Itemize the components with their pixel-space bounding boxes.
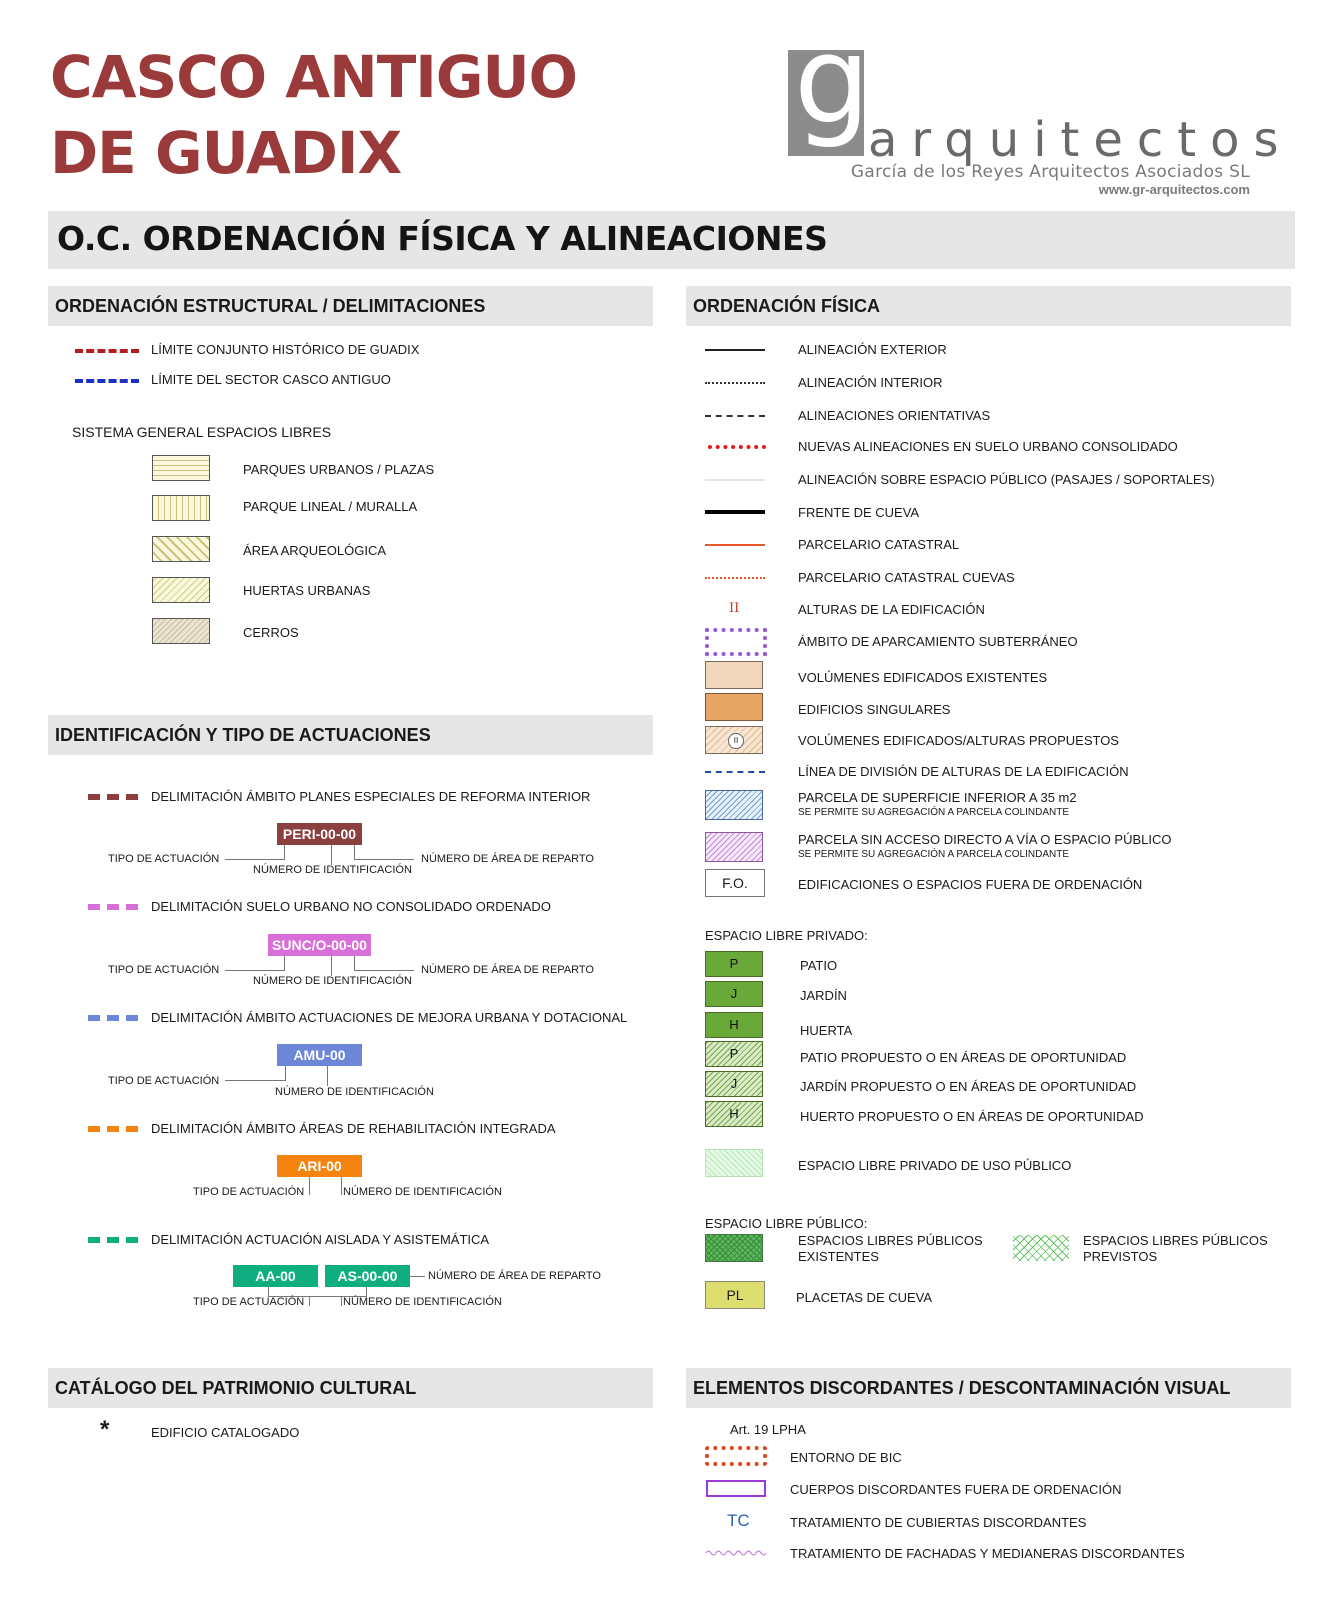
actuacion-tag: ARI-00 bbox=[277, 1155, 362, 1177]
actuacion-tag: PERI-00-00 bbox=[277, 823, 362, 845]
dashed-green-line-icon bbox=[88, 1237, 138, 1243]
legend-label: DELIMITACIÓN ÁMBITO PLANES ESPECIALES DE REFORMA INTERIOR bbox=[151, 789, 591, 804]
dashed-orange-line-icon bbox=[88, 1126, 138, 1132]
legend-label: EDIFICACIONES O ESPACIOS FUERA DE ORDENACIÓN bbox=[798, 877, 1143, 892]
caption-numero-id: NÚMERO DE IDENTIFICACIÓN bbox=[253, 864, 412, 876]
orange-dotted-box-icon bbox=[705, 1446, 767, 1466]
caption-tipo: TIPO DE ACTUACIÓN bbox=[193, 1296, 305, 1308]
legend-label: HUERTAS URBANAS bbox=[243, 583, 371, 598]
legend-label: HUERTO PROPUESTO O EN ÁREAS DE OPORTUNIDAD bbox=[800, 1109, 1144, 1124]
legend-sublabel: SE PERMITE SU AGREGACIÓN A PARCELA COLINDANTE bbox=[798, 849, 1069, 860]
dense-hatch-swatch-icon bbox=[152, 618, 210, 644]
section-catalogo bbox=[48, 1368, 653, 1408]
legend-label: LÍMITE CONJUNTO HISTÓRICO DE GUADIX bbox=[151, 342, 420, 357]
huerto-propuesto-swatch-icon: H bbox=[705, 1101, 763, 1127]
crosshatch-green-swatch-icon bbox=[705, 1234, 763, 1262]
caption-numero-id: NÚMERO DE IDENTIFICACIÓN bbox=[343, 1296, 502, 1308]
legend-label: LÍMITE DEL SECTOR CASCO ANTIGUO bbox=[151, 372, 391, 387]
legend-label: CERROS bbox=[243, 625, 299, 640]
dashed-red-line-icon bbox=[75, 349, 139, 353]
red-dotted-line-icon bbox=[708, 445, 766, 449]
legend-label: PREVISTOS bbox=[1083, 1249, 1158, 1264]
legend-label: DELIMITACIÓN SUELO URBANO NO CONSOLIDADO ORDENADO bbox=[151, 899, 551, 914]
legend-label: VOLÚMENES EDIFICADOS/ALTURAS PROPUESTOS bbox=[798, 733, 1119, 748]
crosshatch-open-swatch-icon bbox=[1012, 1234, 1070, 1262]
dashed-pink-line-icon bbox=[88, 904, 138, 910]
legend-label: EDIFICIOS SINGULARES bbox=[798, 702, 951, 717]
legend-label: ESPACIO LIBRE PRIVADO DE USO PÚBLICO bbox=[798, 1158, 1072, 1173]
diagonal-hatch-swatch-icon bbox=[152, 536, 210, 562]
legend-label: ENTORNO DE BIC bbox=[790, 1450, 902, 1465]
actuacion-tag: AA-00 bbox=[233, 1265, 318, 1287]
light-line-icon bbox=[705, 479, 765, 481]
legend-label: HUERTA bbox=[800, 1023, 853, 1038]
legend-label: TRATAMIENTO DE CUBIERTAS DISCORDANTES bbox=[790, 1515, 1087, 1530]
solid-line-icon bbox=[705, 349, 765, 351]
legend-label: TRATAMIENTO DE FACHADAS Y MEDIANERAS DISCORDANTES bbox=[790, 1546, 1185, 1561]
orange-swatch-icon bbox=[705, 693, 763, 721]
thick-line-icon bbox=[705, 510, 765, 514]
actuacion-tag: SUNC/O-00-00 bbox=[268, 934, 371, 956]
dotted-line-icon bbox=[705, 382, 765, 384]
dashed-blue-line-icon bbox=[75, 379, 139, 383]
horizontal-hatch-swatch-icon bbox=[152, 455, 210, 481]
legend-label: LÍNEA DE DIVISIÓN DE ALTURAS DE LA EDIFICACIÓN bbox=[798, 764, 1129, 779]
company-logo bbox=[788, 12, 1293, 200]
legal-reference: Art. 19 LPHA bbox=[730, 1422, 806, 1437]
caption-tipo: TIPO DE ACTUACIÓN bbox=[193, 1186, 305, 1198]
legend-label: DELIMITACIÓN ACTUACIÓN AISLADA Y ASISTEMÁTICA bbox=[151, 1232, 490, 1247]
beige-swatch-icon bbox=[705, 661, 763, 689]
dashed-blue-line-icon bbox=[88, 1015, 138, 1021]
logo-word: arquitectos bbox=[868, 112, 1293, 168]
legend-label: NUEVAS ALINEACIONES EN SUELO URBANO CONSOLIDADO bbox=[798, 439, 1178, 454]
purple-hatch-swatch-icon bbox=[705, 832, 763, 862]
logo-company: García de los Reyes Arquitectos Asociados SL bbox=[850, 162, 1250, 182]
legend-sublabel: SE PERMITE SU AGREGACIÓN A PARCELA COLINDANTE bbox=[798, 807, 1069, 818]
placeta-tag: PL bbox=[705, 1281, 765, 1309]
patio-swatch-icon: P bbox=[705, 951, 763, 977]
tc-symbol-icon: TC bbox=[727, 1511, 750, 1530]
legend-label: FRENTE DE CUEVA bbox=[798, 505, 920, 520]
huerta-swatch-icon: H bbox=[705, 1012, 763, 1038]
purple-box-icon bbox=[706, 1480, 766, 1497]
subsection-label: ESPACIO LIBRE PRIVADO: bbox=[705, 928, 868, 943]
legend-label: JARDÍN bbox=[800, 988, 847, 1003]
legend-label: ESPACIOS LIBRES PÚBLICOS bbox=[798, 1233, 983, 1248]
asterisk-icon: * bbox=[100, 1416, 110, 1443]
orange-line-icon bbox=[705, 544, 765, 546]
section-actuaciones bbox=[48, 715, 653, 755]
section-heading: ORDENACIÓN ESTRUCTURAL / DELIMITACIONES bbox=[55, 296, 486, 316]
jardin-propuesto-swatch-icon: J bbox=[705, 1071, 763, 1097]
legend-label: VOLÚMENES EDIFICADOS EXISTENTES bbox=[798, 670, 1048, 685]
logo-url: www.gr-arquitectos.com bbox=[1098, 182, 1250, 197]
legend-label: PARCELA DE SUPERFICIE INFERIOR A 35 m2 bbox=[798, 790, 1077, 805]
legend-label: JARDÍN PROPUESTO O EN ÁREAS DE OPORTUNIDAD bbox=[800, 1079, 1137, 1094]
blue-hatch-swatch-icon bbox=[705, 790, 763, 820]
dotted-purple-box-icon bbox=[705, 628, 767, 656]
jardin-swatch-icon: J bbox=[705, 981, 763, 1007]
hatched-beige-swatch-icon bbox=[705, 726, 763, 754]
legend-label: ALINEACIÓN INTERIOR bbox=[798, 375, 943, 390]
section-heading: ELEMENTOS DISCORDANTES / DESCONTAMINACIÓN VISUAL bbox=[693, 1378, 1231, 1398]
caption-tipo: TIPO DE ACTUACIÓN bbox=[108, 853, 220, 865]
fine-hatch-swatch-icon bbox=[152, 577, 210, 603]
caption-tipo: TIPO DE ACTUACIÓN bbox=[108, 964, 220, 976]
caption-numero-id: NÚMERO DE IDENTIFICACIÓN bbox=[275, 1086, 434, 1098]
actuacion-tag: AMU-00 bbox=[277, 1044, 362, 1066]
subsection-label: SISTEMA GENERAL ESPACIOS LIBRES bbox=[72, 424, 332, 440]
actuacion-tag: AS-00-00 bbox=[325, 1265, 410, 1287]
main-title: O.C. ORDENACIÓN FÍSICA Y ALINEACIONES bbox=[57, 219, 828, 258]
legend-label: PATIO PROPUESTO O EN ÁREAS DE OPORTUNIDAD bbox=[800, 1050, 1127, 1065]
subsection-label: ESPACIO LIBRE PÚBLICO: bbox=[705, 1216, 868, 1231]
vertical-hatch-swatch-icon bbox=[152, 495, 210, 521]
orange-dotted-line-icon bbox=[705, 577, 765, 579]
main-title-band bbox=[48, 211, 1295, 269]
legend-label: ALINEACIÓN EXTERIOR bbox=[798, 342, 947, 357]
section-estructural bbox=[48, 286, 653, 326]
legend-label: PARCELA SIN ACCESO DIRECTO A VÍA O ESPACIO PÚBLICO bbox=[798, 832, 1172, 847]
section-heading: IDENTIFICACIÓN Y TIPO DE ACTUACIONES bbox=[55, 725, 431, 745]
alturas-circle-icon: II bbox=[728, 733, 744, 749]
dashed-maroon-line-icon bbox=[88, 794, 138, 800]
legend-label: EDIFICIO CATALOGADO bbox=[151, 1425, 300, 1440]
caption-numero-area: NÚMERO DE ÁREA DE REPARTO bbox=[428, 1270, 601, 1282]
patio-propuesto-swatch-icon: P bbox=[705, 1041, 763, 1067]
section-heading: ORDENACIÓN FÍSICA bbox=[693, 296, 881, 316]
legend-label: ALINEACIÓN SOBRE ESPACIO PÚBLICO (PASAJES / SOPORTALES) bbox=[798, 472, 1215, 487]
legend-label: ALTURAS DE LA EDIFICACIÓN bbox=[798, 602, 985, 617]
legend-label: ESPACIOS LIBRES PÚBLICOS bbox=[1083, 1233, 1268, 1248]
alturas-symbol-icon: II bbox=[729, 601, 740, 616]
legend-label: CUERPOS DISCORDANTES FUERA DE ORDENACIÓN bbox=[790, 1482, 1122, 1497]
caption-numero-id: NÚMERO DE IDENTIFICACIÓN bbox=[343, 1186, 502, 1198]
light-green-swatch-icon bbox=[705, 1149, 763, 1177]
caption-numero-area: NÚMERO DE ÁREA DE REPARTO bbox=[421, 964, 594, 976]
caption-numero-area: NÚMERO DE ÁREA DE REPARTO bbox=[421, 853, 594, 865]
wavy-line-icon bbox=[706, 1549, 766, 1557]
legend-label: DELIMITACIÓN ÁMBITO ACTUACIONES DE MEJORA URBANA Y DOTACIONAL bbox=[151, 1010, 628, 1025]
section-discordantes bbox=[686, 1368, 1291, 1408]
legend-label: PARQUES URBANOS / PLAZAS bbox=[243, 462, 435, 477]
legend-label: PATIO bbox=[800, 958, 838, 973]
caption-numero-id: NÚMERO DE IDENTIFICACIÓN bbox=[253, 975, 412, 987]
legend-label: DELIMITACIÓN ÁMBITO ÁREAS DE REHABILITACIÓN INTEGRADA bbox=[151, 1121, 556, 1136]
legend-label: PLACETAS DE CUEVA bbox=[796, 1290, 933, 1305]
blue-dashed-line-icon bbox=[705, 771, 765, 773]
caption-tipo: TIPO DE ACTUACIÓN bbox=[108, 1075, 220, 1087]
fuera-ordenacion-tag: F.O. bbox=[705, 869, 765, 897]
logo-mark: gr bbox=[794, 12, 892, 151]
legend-label: ÁMBITO DE APARCAMIENTO SUBTERRÁNEO bbox=[798, 634, 1078, 649]
section-heading: CATÁLOGO DEL PATRIMONIO CULTURAL bbox=[55, 1378, 417, 1398]
legend-label: ÁREA ARQUEOLÓGICA bbox=[243, 543, 387, 558]
section-fisica bbox=[686, 286, 1291, 326]
legend-label: PARQUE LINEAL / MURALLA bbox=[243, 499, 418, 514]
legend-label: ALINEACIONES ORIENTATIVAS bbox=[798, 408, 991, 423]
legend-label: EXISTENTES bbox=[798, 1249, 879, 1264]
document-title-line1: CASCO ANTIGUO bbox=[50, 43, 577, 111]
legend-label: PARCELARIO CATASTRAL bbox=[798, 537, 960, 552]
dashed-line-icon bbox=[705, 415, 765, 417]
legend-label: PARCELARIO CATASTRAL CUEVAS bbox=[798, 570, 1015, 585]
document-title-line2: DE GUADIX bbox=[50, 119, 402, 187]
